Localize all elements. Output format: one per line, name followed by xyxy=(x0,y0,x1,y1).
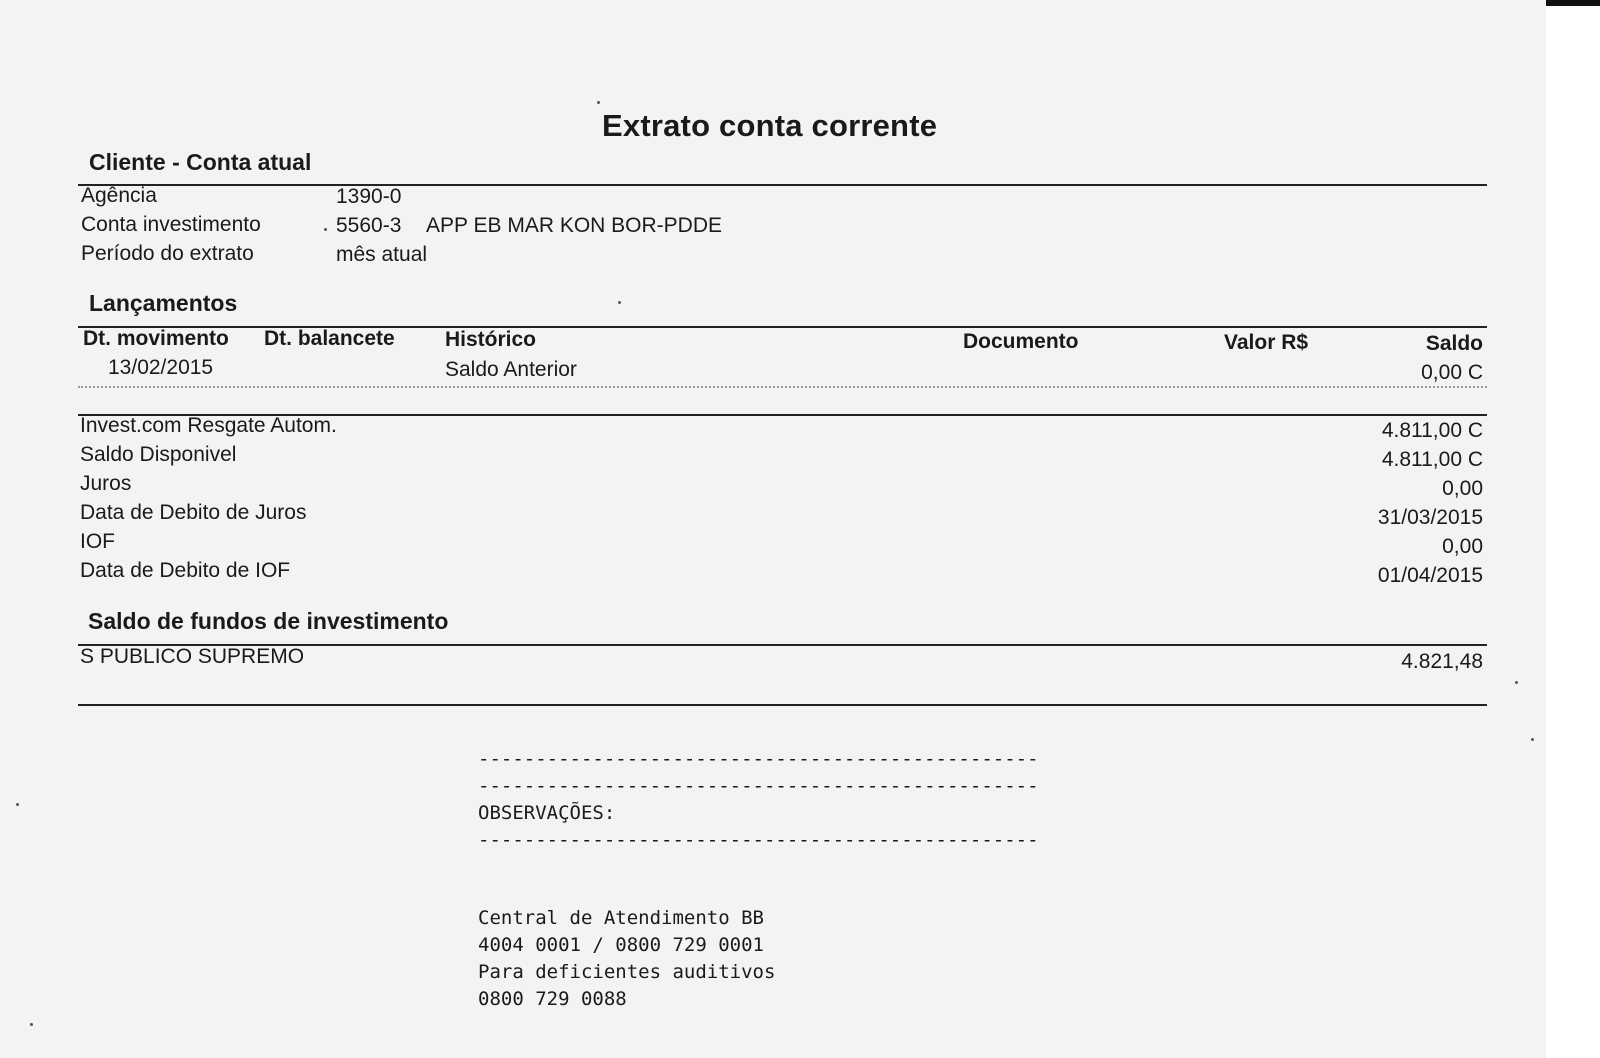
scan-speck xyxy=(30,1023,33,1026)
agencia-label: Agência xyxy=(81,184,157,207)
scan-speck xyxy=(1531,738,1534,741)
funds-heading: Saldo de fundos de investimento xyxy=(88,608,449,634)
central-atendimento-line: Central de Atendimento BB xyxy=(478,907,764,929)
conta-investimento-value: 5560-3 xyxy=(336,214,402,237)
col-saldo: Saldo xyxy=(1425,332,1483,355)
lancamento-saldo: 0,00 C xyxy=(1421,361,1483,384)
summary-value-saldo-disponivel: 4.811,00 C xyxy=(1381,448,1483,471)
periodo-label: Período do extrato xyxy=(81,242,254,265)
central-phones-line: 4004 0001 / 0800 729 0001 xyxy=(478,934,764,956)
summary-label-data-debito-juros: Data de Debito de Juros xyxy=(80,501,307,524)
footer-dash-line-1: ------------------------------------------------- xyxy=(478,748,1039,770)
scan-speck xyxy=(16,803,19,806)
summary-value-iof: 0,00 xyxy=(1442,535,1483,558)
deficientes-auditivos-line: Para deficientes auditivos xyxy=(478,961,776,983)
scan-speck xyxy=(618,301,621,304)
lancamento-dotted-rule xyxy=(78,386,1487,388)
funds-row-value: 4.821,48 xyxy=(1401,650,1483,673)
lancamento-historico: Saldo Anterior xyxy=(445,358,577,381)
col-historico: Histórico xyxy=(445,328,537,351)
summary-label-iof: IOF xyxy=(80,530,115,553)
conta-investimento-label: Conta investimento xyxy=(81,213,261,236)
summary-label-resgate: Invest.com Resgate Autom. xyxy=(80,414,337,437)
funds-row-label: S PUBLICO SUPREMO xyxy=(80,645,305,668)
footer-dash-line-2: ------------------------------------------------- xyxy=(478,775,1039,797)
lancamento-date: 13/02/2015 xyxy=(108,356,214,379)
observacoes-label: OBSERVAÇÕES: xyxy=(478,802,616,824)
col-valor: Valor R$ xyxy=(1224,331,1309,354)
summary-value-juros: 0,00 xyxy=(1442,477,1483,500)
agencia-value: 1390-0 xyxy=(336,185,402,208)
summary-value-data-debito-juros: 31/03/2015 xyxy=(1377,506,1483,529)
footer-dash-line-3: ------------------------------------------------- xyxy=(478,829,1039,851)
lancamentos-heading: Lançamentos xyxy=(89,290,238,316)
client-section-rule xyxy=(78,184,1487,186)
scan-speck xyxy=(324,228,327,231)
client-section-heading: Cliente - Conta atual xyxy=(89,149,312,175)
funds-bottom-rule xyxy=(78,704,1487,706)
document-title: Extrato conta corrente xyxy=(602,108,938,143)
conta-investimento-name: APP EB MAR KON BOR-PDDE xyxy=(426,214,723,237)
scan-speck xyxy=(1515,681,1518,684)
summary-value-data-debito-iof: 01/04/2015 xyxy=(1377,564,1483,587)
summary-label-saldo-disponivel: Saldo Disponivel xyxy=(80,443,237,466)
scanner-margin xyxy=(1546,0,1600,1058)
summary-label-data-debito-iof: Data de Debito de IOF xyxy=(80,559,291,582)
periodo-value: mês atual xyxy=(336,243,428,266)
scan-speck xyxy=(597,101,600,104)
summary-label-juros: Juros xyxy=(80,472,132,495)
deficientes-phone-line: 0800 729 0088 xyxy=(478,988,627,1010)
summary-value-resgate: 4.811,00 C xyxy=(1381,419,1483,442)
corner-mark xyxy=(1546,0,1600,6)
col-dt-balancete: Dt. balancete xyxy=(264,327,395,350)
col-documento: Documento xyxy=(963,330,1079,353)
col-dt-movimento: Dt. movimento xyxy=(83,327,229,350)
